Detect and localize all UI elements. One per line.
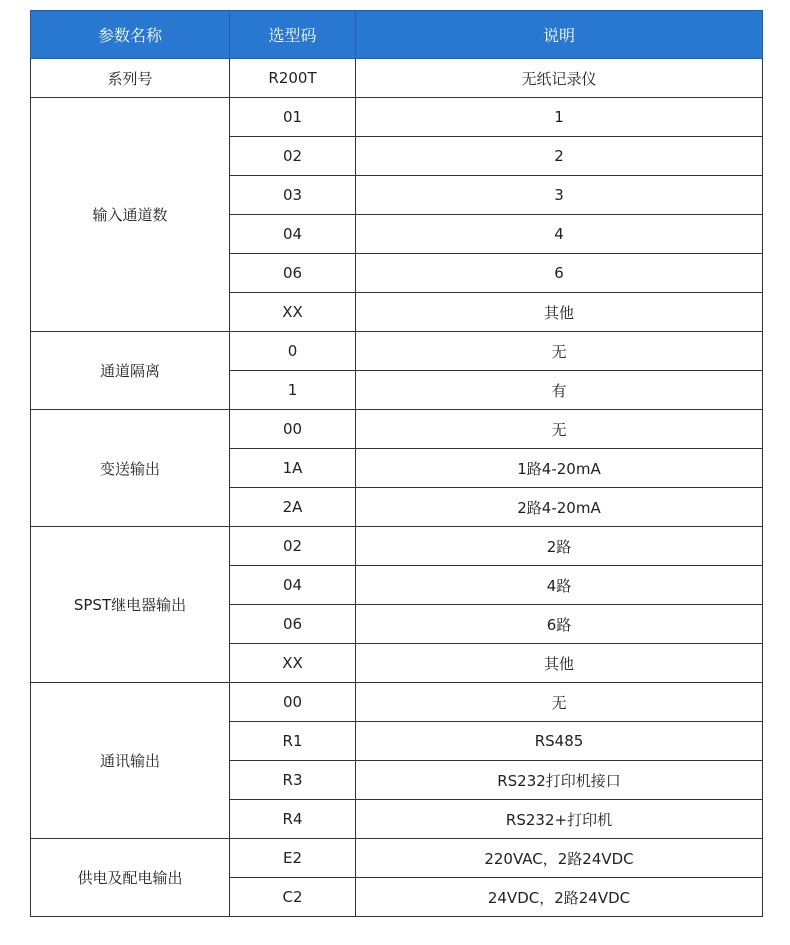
selection-code-cell: 0 xyxy=(230,332,356,371)
selection-code-cell: 06 xyxy=(230,254,356,293)
description-cell: 6路 xyxy=(356,605,763,644)
table-row xyxy=(31,59,763,98)
param-name-cell: 系列号 xyxy=(31,59,230,98)
table-row xyxy=(31,839,763,878)
description-cell: 4 xyxy=(356,215,763,254)
selection-code-cell: XX xyxy=(230,293,356,332)
selection-code-cell: 02 xyxy=(230,527,356,566)
description-cell: 其他 xyxy=(356,644,763,683)
selection-code-cell: 04 xyxy=(230,215,356,254)
selection-code-cell: R4 xyxy=(230,800,356,839)
selection-code-cell: 1A xyxy=(230,449,356,488)
table-row xyxy=(31,683,763,722)
description-cell: 4路 xyxy=(356,566,763,605)
description-cell: 无 xyxy=(356,683,763,722)
selection-code-cell: R200T xyxy=(230,59,356,98)
selection-code-table xyxy=(30,10,763,917)
selection-code-cell: R3 xyxy=(230,761,356,800)
selection-code-cell: 00 xyxy=(230,683,356,722)
selection-code-cell: 02 xyxy=(230,137,356,176)
header-row xyxy=(31,11,763,59)
selection-code-cell: 06 xyxy=(230,605,356,644)
description-cell: 220VAC，2路24VDC xyxy=(356,839,763,878)
table-row xyxy=(31,410,763,449)
table-body xyxy=(31,59,763,917)
description-cell: 3 xyxy=(356,176,763,215)
table-row xyxy=(31,332,763,371)
description-cell: 2路4-20mA xyxy=(356,488,763,527)
description-cell: 1 xyxy=(356,98,763,137)
header-selection-code: 选型码 xyxy=(230,11,356,59)
description-cell: 2路 xyxy=(356,527,763,566)
selection-code-cell: 04 xyxy=(230,566,356,605)
selection-code-cell: 03 xyxy=(230,176,356,215)
description-cell: RS232打印机接口 xyxy=(356,761,763,800)
header-description: 说明 xyxy=(356,11,763,59)
selection-code-cell: R1 xyxy=(230,722,356,761)
param-name-cell: SPST继电器输出 xyxy=(31,527,230,683)
header-param-name: 参数名称 xyxy=(31,11,230,59)
table-row xyxy=(31,527,763,566)
table-row xyxy=(31,98,763,137)
description-cell: 无 xyxy=(356,410,763,449)
selection-code-cell: XX xyxy=(230,644,356,683)
param-name-cell: 供电及配电输出 xyxy=(31,839,230,917)
description-cell: 1路4-20mA xyxy=(356,449,763,488)
table-header xyxy=(31,11,763,59)
description-cell: 6 xyxy=(356,254,763,293)
description-cell: 无 xyxy=(356,332,763,371)
param-name-cell: 通讯输出 xyxy=(31,683,230,839)
selection-code-cell: 2A xyxy=(230,488,356,527)
description-cell: RS232+打印机 xyxy=(356,800,763,839)
description-cell: 24VDC，2路24VDC xyxy=(356,878,763,917)
selection-code-cell: C2 xyxy=(230,878,356,917)
description-cell: 有 xyxy=(356,371,763,410)
selection-code-cell: 01 xyxy=(230,98,356,137)
selection-code-cell: 00 xyxy=(230,410,356,449)
param-name-cell: 通道隔离 xyxy=(31,332,230,410)
description-cell: 无纸记录仪 xyxy=(356,59,763,98)
param-name-cell: 输入通道数 xyxy=(31,98,230,332)
description-cell: 其他 xyxy=(356,293,763,332)
param-name-cell: 变送输出 xyxy=(31,410,230,527)
description-cell: 2 xyxy=(356,137,763,176)
selection-code-cell: 1 xyxy=(230,371,356,410)
selection-code-cell: E2 xyxy=(230,839,356,878)
description-cell: RS485 xyxy=(356,722,763,761)
